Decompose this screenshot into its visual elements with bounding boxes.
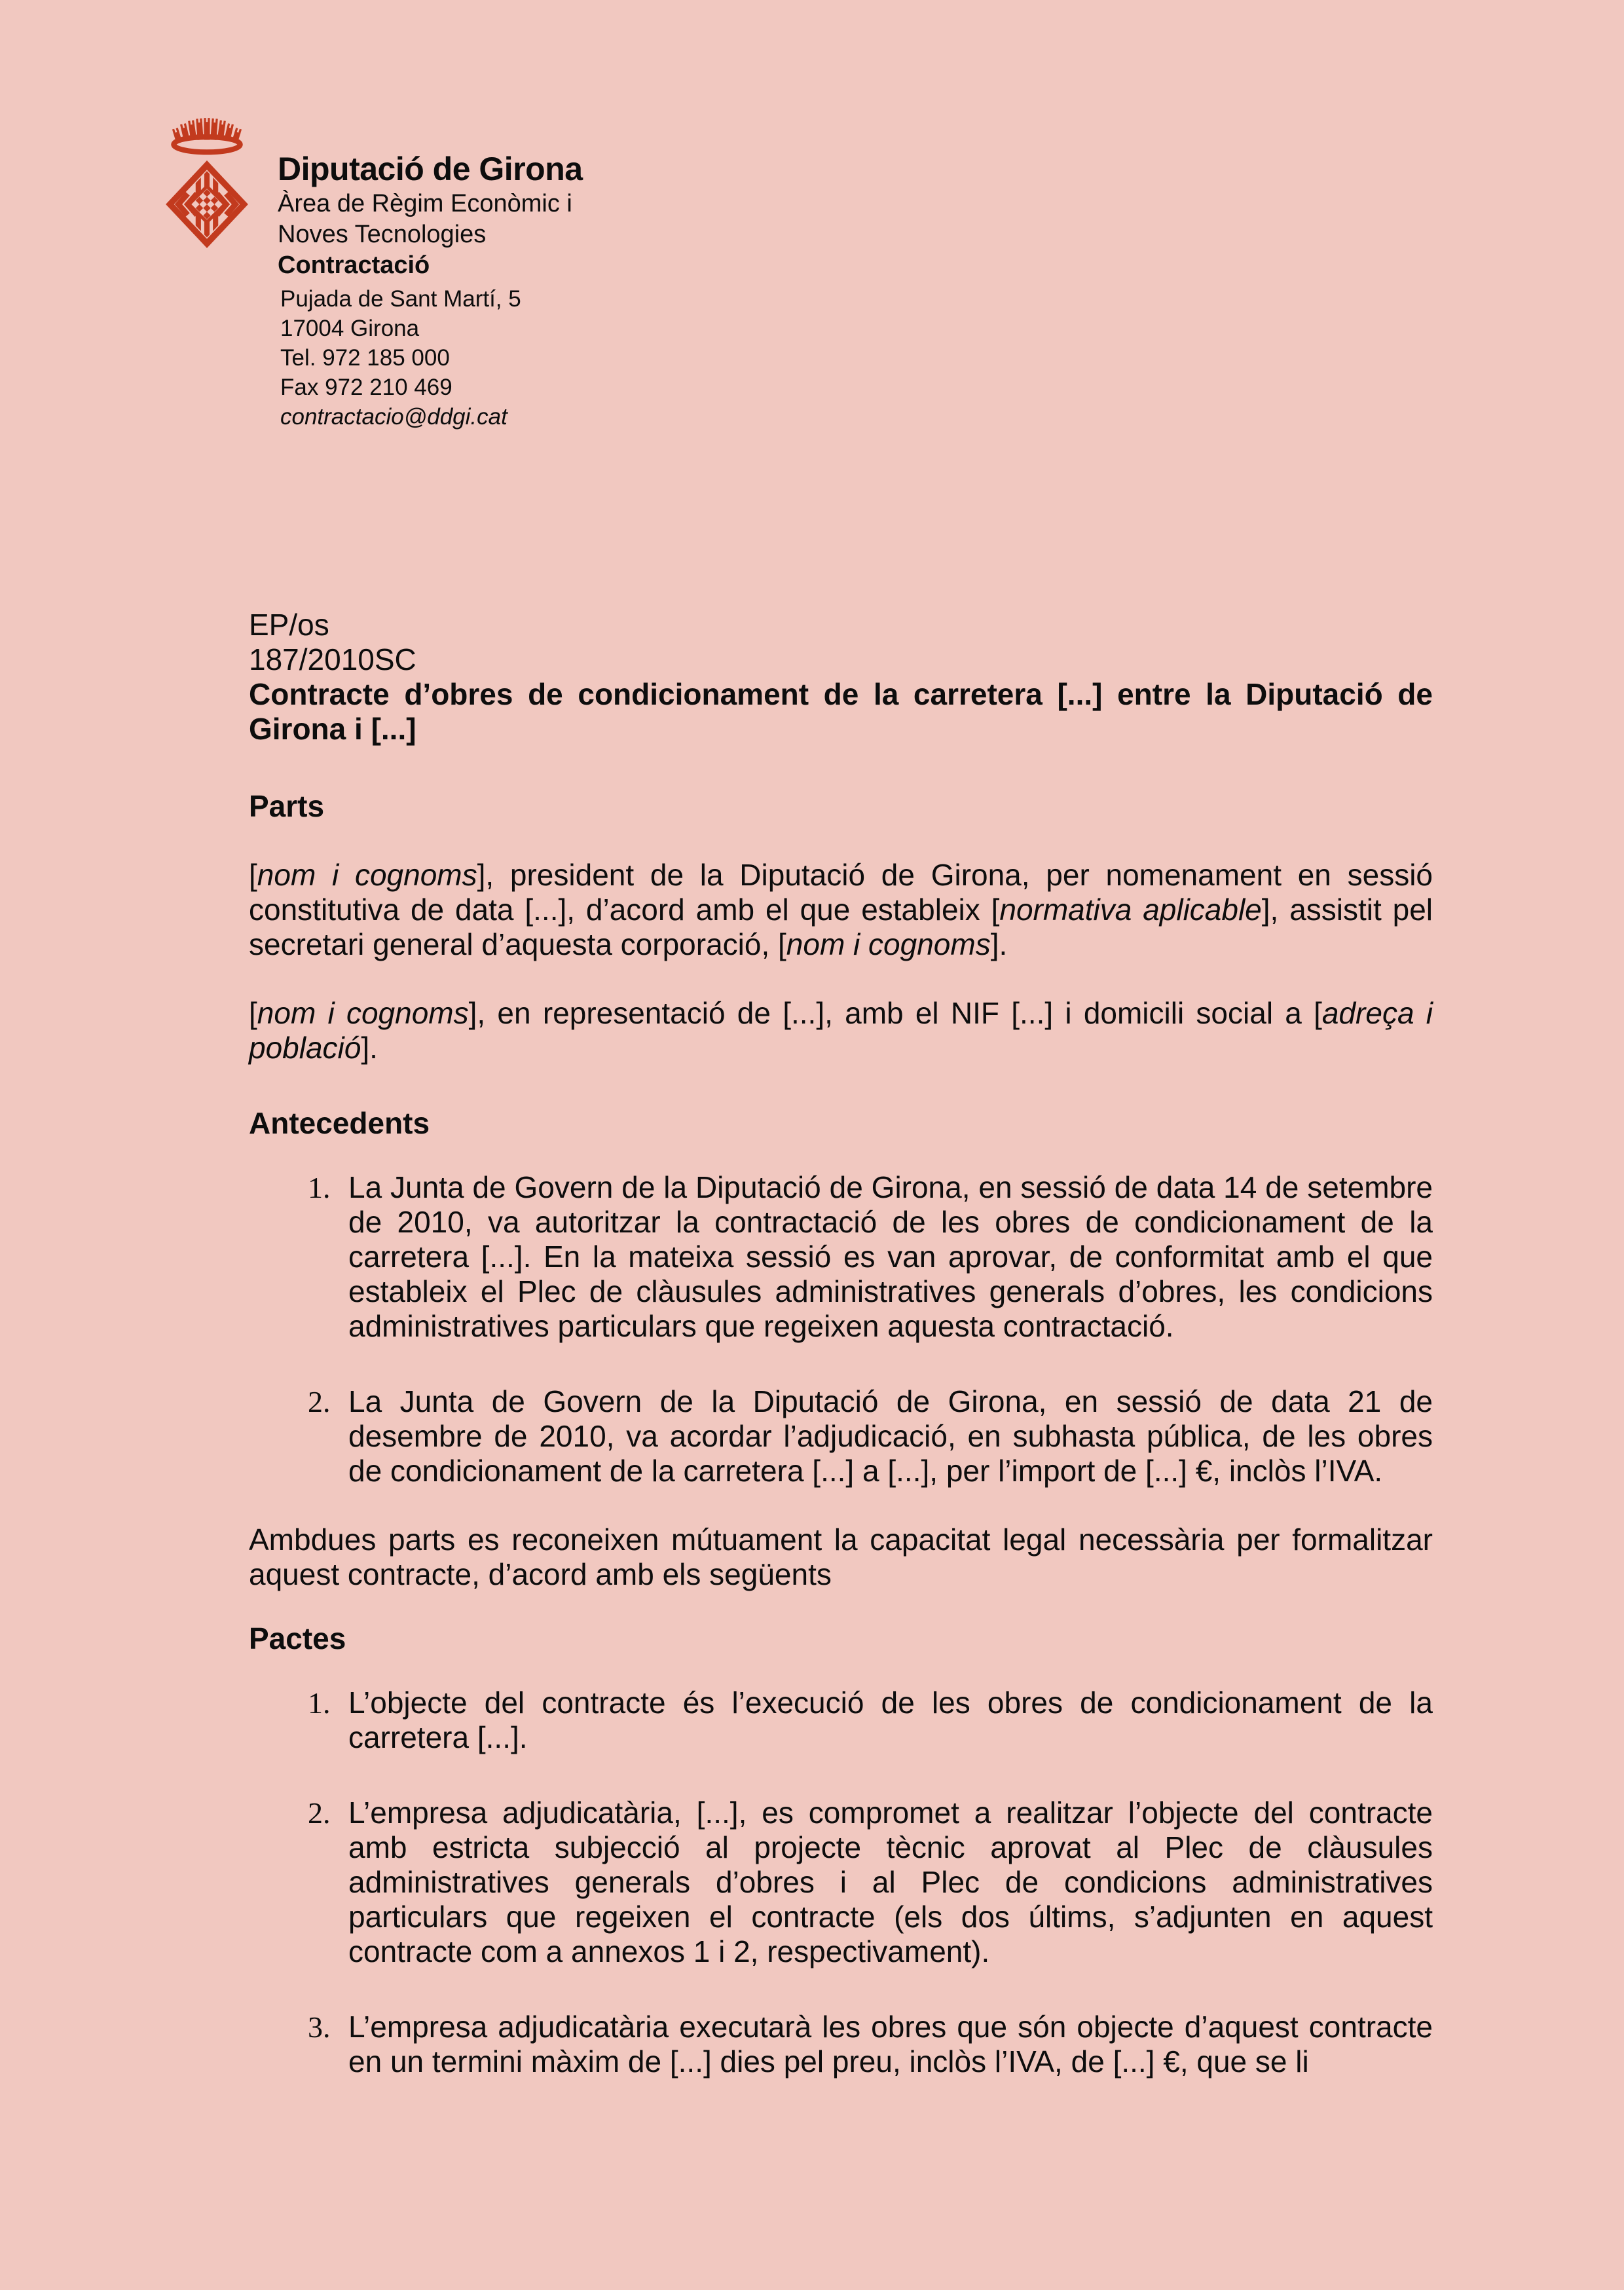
list-item-number: 3.	[308, 2010, 331, 2044]
address-fax: Fax 972 210 469	[280, 375, 452, 400]
unit-name: Contractació	[278, 251, 430, 279]
pactes-list	[249, 1686, 1433, 2079]
file-number: 187/2010SC	[249, 642, 416, 676]
parts-paragraph-1: [nom i cognoms], president de la Diputació de Girona, per nomenament en sessió constitutiva de data [...], d’acord amb el que estableix [normativa aplicable], assistit pel secretari general d’aquesta corporació, [nom i cognoms].	[249, 858, 1433, 961]
org-name: Diputació de Girona	[278, 151, 583, 187]
letterhead	[278, 149, 583, 281]
pactes-item-2	[249, 1796, 1433, 1969]
list-item-number: 2.	[308, 1385, 331, 1418]
girona-coat-of-arms-logo	[164, 113, 250, 252]
address-street: Pujada de Sant Martí, 5	[280, 286, 521, 312]
section-heading-pactes: Pactes	[249, 1621, 346, 1655]
list-item-text: L’objecte del contracte és l’execució de les obres de condicionament de la carretera [...].	[348, 1686, 1433, 1754]
section-heading-parts: Parts	[249, 789, 325, 823]
list-item-text: La Junta de Govern de la Diputació de Girona, en sessió de data 21 de desembre de 2010, va acordar l’adjudicació, en subhasta pública, de les obres de condicionament de la carretera [...] a [...], per l’import de [...] €, inclòs l’IVA.	[348, 1384, 1433, 1488]
dept-line-2: Noves Tecnologies	[278, 221, 487, 248]
parts-paragraph-2: [nom i cognoms], en representació de [...], amb el NIF [...] i domicili social a [adreça i població].	[249, 996, 1433, 1065]
antecedents-item-2	[249, 1384, 1433, 1488]
list-item-text: L’empresa adjudicatària executarà les obres que són objecte d’aquest contracte en un termini màxim de [...] dies pel preu, inclòs l’IVA, de [...] €, que se li	[348, 2010, 1433, 2078]
dept-line-1: Àrea de Règim Econòmic i	[278, 190, 572, 217]
letterhead-address	[280, 284, 521, 432]
list-item-number: 1.	[308, 1686, 331, 1720]
document-body	[249, 608, 1433, 2079]
address-phone: Tel. 972 185 000	[280, 345, 450, 371]
mural-crown-icon	[172, 118, 242, 152]
list-item-text: L’empresa adjudicatària, [...], es compromet a realitzar l’objecte del contracte amb estricta subjecció al projecte tècnic aprovat al Plec de clàusules administratives generals d’obres i al Plec de condicions administratives particulars que regeixen el contracte (els dos últims, s’adjunten en aquest contracte com a annexos 1 i 2, respectivament).	[348, 1796, 1433, 1968]
antecedents-list	[249, 1170, 1433, 1488]
list-item-text: La Junta de Govern de la Diputació de Girona, en sessió de data 14 de setembre de 2010, va autoritzar la contractació de les obres de condicionament de la carretera [...]. En la mateixa sessió es van aprovar, de conformitat amb el que estableix el Plec de clàusules administratives generals d’obres, les condicions administratives particulars que regeixen aquesta contractació.	[348, 1170, 1433, 1343]
lozenge-shield-icon	[166, 160, 248, 248]
list-item-number: 2.	[308, 1796, 331, 1830]
antecedents-closing-paragraph: Ambdues parts es reconeixen mútuament la capacitat legal necessària per formalitzar aquest contracte, d’acord amb els següents	[249, 1523, 1433, 1591]
section-heading-antecedents: Antecedents	[249, 1106, 430, 1140]
reference-initials: EP/os	[249, 608, 329, 642]
letterhead-email: contractacio@ddgi.cat	[280, 404, 507, 430]
pactes-item-1	[249, 1686, 1433, 1755]
pactes-item-3	[249, 2010, 1433, 2079]
document-subject: Contracte d’obres de condicionament de la carretera [...] entre la Diputació de Girona i [...]	[249, 677, 1433, 746]
list-item-number: 1.	[308, 1171, 331, 1204]
antecedents-item-1	[249, 1170, 1433, 1344]
address-city: 17004 Girona	[280, 316, 420, 341]
